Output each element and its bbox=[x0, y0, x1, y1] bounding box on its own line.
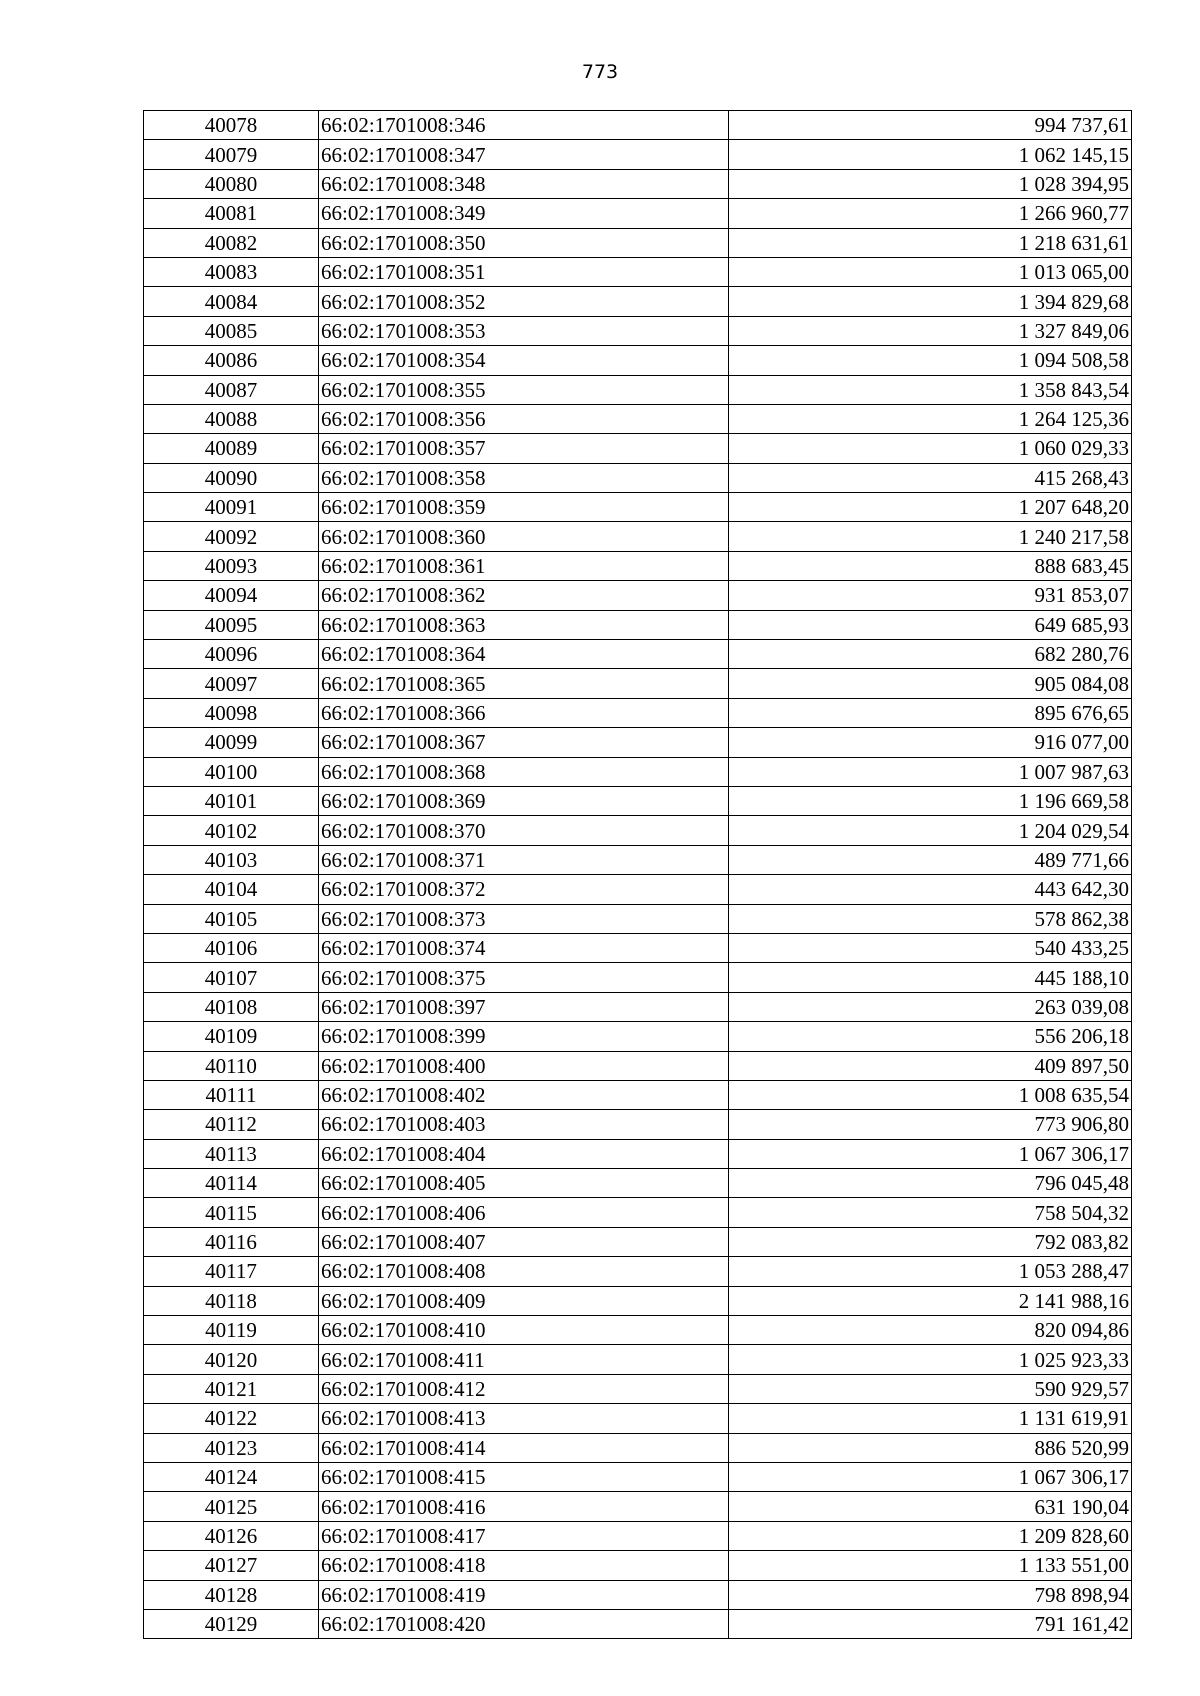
cadastral-number-cell: 66:02:1701008:403 bbox=[319, 1110, 729, 1139]
table-row bbox=[144, 287, 1132, 316]
table-row bbox=[144, 140, 1132, 169]
table-row bbox=[144, 1139, 1132, 1168]
cadastral-value-cell: 649 685,93 bbox=[729, 610, 1132, 639]
cadastral-value-cell: 1 264 125,36 bbox=[729, 404, 1132, 433]
table-row bbox=[144, 1286, 1132, 1315]
cadastral-value-table bbox=[143, 110, 1132, 1639]
cadastral-number-cell: 66:02:1701008:375 bbox=[319, 963, 729, 992]
table-row bbox=[144, 757, 1132, 786]
table-row bbox=[144, 1198, 1132, 1227]
row-number-cell: 40092 bbox=[144, 522, 319, 551]
cadastral-number-cell: 66:02:1701008:356 bbox=[319, 404, 729, 433]
row-number-cell: 40118 bbox=[144, 1286, 319, 1315]
cadastral-number-cell: 66:02:1701008:354 bbox=[319, 346, 729, 375]
table-row bbox=[144, 1609, 1132, 1638]
table-row bbox=[144, 1580, 1132, 1609]
table-row bbox=[144, 463, 1132, 492]
table-row bbox=[144, 875, 1132, 904]
row-number-cell: 40101 bbox=[144, 786, 319, 815]
row-number-cell: 40106 bbox=[144, 933, 319, 962]
cadastral-number-cell: 66:02:1701008:369 bbox=[319, 786, 729, 815]
table-row bbox=[144, 1110, 1132, 1139]
row-number-cell: 40112 bbox=[144, 1110, 319, 1139]
row-number-cell: 40128 bbox=[144, 1580, 319, 1609]
cadastral-value-cell: 916 077,00 bbox=[729, 728, 1132, 757]
cadastral-number-cell: 66:02:1701008:412 bbox=[319, 1374, 729, 1403]
cadastral-value-cell: 1 240 217,58 bbox=[729, 522, 1132, 551]
cadastral-value-cell: 792 083,82 bbox=[729, 1227, 1132, 1256]
cadastral-number-cell: 66:02:1701008:417 bbox=[319, 1521, 729, 1550]
table-row bbox=[144, 698, 1132, 727]
row-number-cell: 40102 bbox=[144, 816, 319, 845]
cadastral-number-cell: 66:02:1701008:399 bbox=[319, 1022, 729, 1051]
row-number-cell: 40093 bbox=[144, 551, 319, 580]
row-number-cell: 40082 bbox=[144, 228, 319, 257]
cadastral-value-cell: 886 520,99 bbox=[729, 1433, 1132, 1462]
cadastral-number-cell: 66:02:1701008:363 bbox=[319, 610, 729, 639]
row-number-cell: 40079 bbox=[144, 140, 319, 169]
row-number-cell: 40109 bbox=[144, 1022, 319, 1051]
cadastral-value-cell: 1 196 669,58 bbox=[729, 786, 1132, 815]
cadastral-number-cell: 66:02:1701008:350 bbox=[319, 228, 729, 257]
cadastral-value-cell: 415 268,43 bbox=[729, 463, 1132, 492]
table-row bbox=[144, 1345, 1132, 1374]
cadastral-value-cell: 773 906,80 bbox=[729, 1110, 1132, 1139]
table-row bbox=[144, 963, 1132, 992]
cadastral-value-cell: 1 394 829,68 bbox=[729, 287, 1132, 316]
cadastral-value-cell: 1 008 635,54 bbox=[729, 1080, 1132, 1109]
cadastral-value-cell: 1 067 306,17 bbox=[729, 1462, 1132, 1491]
cadastral-number-cell: 66:02:1701008:373 bbox=[319, 904, 729, 933]
table-row bbox=[144, 669, 1132, 698]
row-number-cell: 40085 bbox=[144, 316, 319, 345]
cadastral-number-cell: 66:02:1701008:367 bbox=[319, 728, 729, 757]
cadastral-value-cell: 1 094 508,58 bbox=[729, 346, 1132, 375]
cadastral-value-cell: 1 131 619,91 bbox=[729, 1404, 1132, 1433]
row-number-cell: 40125 bbox=[144, 1492, 319, 1521]
cadastral-value-cell: 1 028 394,95 bbox=[729, 169, 1132, 198]
cadastral-number-cell: 66:02:1701008:357 bbox=[319, 434, 729, 463]
row-number-cell: 40100 bbox=[144, 757, 319, 786]
cadastral-number-cell: 66:02:1701008:355 bbox=[319, 375, 729, 404]
cadastral-number-cell: 66:02:1701008:397 bbox=[319, 992, 729, 1021]
cadastral-number-cell: 66:02:1701008:402 bbox=[319, 1080, 729, 1109]
cadastral-value-cell: 443 642,30 bbox=[729, 875, 1132, 904]
table-row bbox=[144, 316, 1132, 345]
cadastral-number-cell: 66:02:1701008:348 bbox=[319, 169, 729, 198]
cadastral-number-cell: 66:02:1701008:361 bbox=[319, 551, 729, 580]
cadastral-number-cell: 66:02:1701008:359 bbox=[319, 493, 729, 522]
cadastral-number-cell: 66:02:1701008:360 bbox=[319, 522, 729, 551]
table-row bbox=[144, 404, 1132, 433]
row-number-cell: 40105 bbox=[144, 904, 319, 933]
table-row bbox=[144, 1433, 1132, 1462]
cadastral-number-cell: 66:02:1701008:420 bbox=[319, 1609, 729, 1638]
cadastral-value-cell: 1 266 960,77 bbox=[729, 199, 1132, 228]
cadastral-value-cell: 1 327 849,06 bbox=[729, 316, 1132, 345]
table-row bbox=[144, 816, 1132, 845]
cadastral-number-cell: 66:02:1701008:419 bbox=[319, 1580, 729, 1609]
table-row bbox=[144, 1080, 1132, 1109]
table-row bbox=[144, 199, 1132, 228]
cadastral-number-cell: 66:02:1701008:404 bbox=[319, 1139, 729, 1168]
table-body bbox=[144, 111, 1132, 1639]
table-row bbox=[144, 551, 1132, 580]
cadastral-value-cell: 631 190,04 bbox=[729, 1492, 1132, 1521]
cadastral-value-cell: 820 094,86 bbox=[729, 1316, 1132, 1345]
cadastral-value-cell: 798 898,94 bbox=[729, 1580, 1132, 1609]
table-row bbox=[144, 610, 1132, 639]
cadastral-number-cell: 66:02:1701008:370 bbox=[319, 816, 729, 845]
page-number: 773 bbox=[581, 61, 619, 83]
cadastral-number-cell: 66:02:1701008:352 bbox=[319, 287, 729, 316]
cadastral-number-cell: 66:02:1701008:365 bbox=[319, 669, 729, 698]
table-row bbox=[144, 1521, 1132, 1550]
row-number-cell: 40081 bbox=[144, 199, 319, 228]
cadastral-number-cell: 66:02:1701008:408 bbox=[319, 1257, 729, 1286]
cadastral-value-cell: 796 045,48 bbox=[729, 1169, 1132, 1198]
table-row bbox=[144, 581, 1132, 610]
row-number-cell: 40078 bbox=[144, 111, 319, 140]
cadastral-value-cell: 556 206,18 bbox=[729, 1022, 1132, 1051]
cadastral-value-cell: 1 062 145,15 bbox=[729, 140, 1132, 169]
row-number-cell: 40096 bbox=[144, 640, 319, 669]
cadastral-value-cell: 445 188,10 bbox=[729, 963, 1132, 992]
row-number-cell: 40083 bbox=[144, 257, 319, 286]
cadastral-value-cell: 888 683,45 bbox=[729, 551, 1132, 580]
cadastral-value-cell: 905 084,08 bbox=[729, 669, 1132, 698]
cadastral-value-cell: 540 433,25 bbox=[729, 933, 1132, 962]
table-row bbox=[144, 845, 1132, 874]
row-number-cell: 40126 bbox=[144, 1521, 319, 1550]
row-number-cell: 40087 bbox=[144, 375, 319, 404]
cadastral-number-cell: 66:02:1701008:410 bbox=[319, 1316, 729, 1345]
table-row bbox=[144, 640, 1132, 669]
cadastral-value-cell: 489 771,66 bbox=[729, 845, 1132, 874]
table-row bbox=[144, 522, 1132, 551]
row-number-cell: 40116 bbox=[144, 1227, 319, 1256]
table-row bbox=[144, 992, 1132, 1021]
table-row bbox=[144, 1404, 1132, 1433]
cadastral-value-cell: 682 280,76 bbox=[729, 640, 1132, 669]
cadastral-value-cell: 1 013 065,00 bbox=[729, 257, 1132, 286]
row-number-cell: 40127 bbox=[144, 1551, 319, 1580]
cadastral-number-cell: 66:02:1701008:347 bbox=[319, 140, 729, 169]
row-number-cell: 40113 bbox=[144, 1139, 319, 1168]
table-row bbox=[144, 169, 1132, 198]
cadastral-number-cell: 66:02:1701008:414 bbox=[319, 1433, 729, 1462]
table-row bbox=[144, 1169, 1132, 1198]
row-number-cell: 40117 bbox=[144, 1257, 319, 1286]
table-row bbox=[144, 257, 1132, 286]
cadastral-value-cell: 895 676,65 bbox=[729, 698, 1132, 727]
row-number-cell: 40099 bbox=[144, 728, 319, 757]
row-number-cell: 40119 bbox=[144, 1316, 319, 1345]
cadastral-number-cell: 66:02:1701008:371 bbox=[319, 845, 729, 874]
cadastral-number-cell: 66:02:1701008:407 bbox=[319, 1227, 729, 1256]
cadastral-value-cell: 1 204 029,54 bbox=[729, 816, 1132, 845]
cadastral-value-cell: 1 007 987,63 bbox=[729, 757, 1132, 786]
row-number-cell: 40121 bbox=[144, 1374, 319, 1403]
table-row bbox=[144, 1227, 1132, 1256]
cadastral-value-cell: 263 039,08 bbox=[729, 992, 1132, 1021]
row-number-cell: 40097 bbox=[144, 669, 319, 698]
cadastral-number-cell: 66:02:1701008:372 bbox=[319, 875, 729, 904]
row-number-cell: 40108 bbox=[144, 992, 319, 1021]
cadastral-value-cell: 1 133 551,00 bbox=[729, 1551, 1132, 1580]
table-row bbox=[144, 728, 1132, 757]
row-number-cell: 40115 bbox=[144, 1198, 319, 1227]
cadastral-value-cell: 578 862,38 bbox=[729, 904, 1132, 933]
row-number-cell: 40114 bbox=[144, 1169, 319, 1198]
table-row bbox=[144, 1374, 1132, 1403]
cadastral-value-cell: 2 141 988,16 bbox=[729, 1286, 1132, 1315]
cadastral-number-cell: 66:02:1701008:406 bbox=[319, 1198, 729, 1227]
cadastral-number-cell: 66:02:1701008:374 bbox=[319, 933, 729, 962]
table-row bbox=[144, 228, 1132, 257]
table-row bbox=[144, 1462, 1132, 1491]
cadastral-number-cell: 66:02:1701008:413 bbox=[319, 1404, 729, 1433]
cadastral-number-cell: 66:02:1701008:405 bbox=[319, 1169, 729, 1198]
table-row bbox=[144, 1257, 1132, 1286]
table-row bbox=[144, 375, 1132, 404]
cadastral-value-cell: 1 025 923,33 bbox=[729, 1345, 1132, 1374]
table-row bbox=[144, 1051, 1132, 1080]
cadastral-value-cell: 1 218 631,61 bbox=[729, 228, 1132, 257]
row-number-cell: 40123 bbox=[144, 1433, 319, 1462]
row-number-cell: 40080 bbox=[144, 169, 319, 198]
cadastral-number-cell: 66:02:1701008:418 bbox=[319, 1551, 729, 1580]
row-number-cell: 40124 bbox=[144, 1462, 319, 1491]
cadastral-value-cell: 994 737,61 bbox=[729, 111, 1132, 140]
row-number-cell: 40120 bbox=[144, 1345, 319, 1374]
cadastral-number-cell: 66:02:1701008:358 bbox=[319, 463, 729, 492]
row-number-cell: 40104 bbox=[144, 875, 319, 904]
cadastral-number-cell: 66:02:1701008:346 bbox=[319, 111, 729, 140]
cadastral-number-cell: 66:02:1701008:351 bbox=[319, 257, 729, 286]
row-number-cell: 40098 bbox=[144, 698, 319, 727]
table-row bbox=[144, 346, 1132, 375]
row-number-cell: 40111 bbox=[144, 1080, 319, 1109]
table-row bbox=[144, 1492, 1132, 1521]
cadastral-number-cell: 66:02:1701008:368 bbox=[319, 757, 729, 786]
row-number-cell: 40129 bbox=[144, 1609, 319, 1638]
row-number-cell: 40090 bbox=[144, 463, 319, 492]
table-row bbox=[144, 1551, 1132, 1580]
cadastral-value-cell: 1 358 843,54 bbox=[729, 375, 1132, 404]
cadastral-number-cell: 66:02:1701008:366 bbox=[319, 698, 729, 727]
cadastral-value-cell: 1 053 288,47 bbox=[729, 1257, 1132, 1286]
cadastral-number-cell: 66:02:1701008:409 bbox=[319, 1286, 729, 1315]
row-number-cell: 40103 bbox=[144, 845, 319, 874]
cadastral-value-cell: 409 897,50 bbox=[729, 1051, 1132, 1080]
row-number-cell: 40091 bbox=[144, 493, 319, 522]
row-number-cell: 40084 bbox=[144, 287, 319, 316]
cadastral-value-cell: 1 067 306,17 bbox=[729, 1139, 1132, 1168]
table-row bbox=[144, 786, 1132, 815]
cadastral-number-cell: 66:02:1701008:415 bbox=[319, 1462, 729, 1491]
row-number-cell: 40089 bbox=[144, 434, 319, 463]
cadastral-value-cell: 758 504,32 bbox=[729, 1198, 1132, 1227]
row-number-cell: 40122 bbox=[144, 1404, 319, 1433]
table-row bbox=[144, 904, 1132, 933]
cadastral-number-cell: 66:02:1701008:349 bbox=[319, 199, 729, 228]
table-row bbox=[144, 933, 1132, 962]
cadastral-number-cell: 66:02:1701008:353 bbox=[319, 316, 729, 345]
cadastral-number-cell: 66:02:1701008:364 bbox=[319, 640, 729, 669]
table-row bbox=[144, 493, 1132, 522]
table-row bbox=[144, 111, 1132, 140]
table-row bbox=[144, 1316, 1132, 1345]
table-row bbox=[144, 434, 1132, 463]
cadastral-value-cell: 590 929,57 bbox=[729, 1374, 1132, 1403]
table-row bbox=[144, 1022, 1132, 1051]
row-number-cell: 40094 bbox=[144, 581, 319, 610]
cadastral-number-cell: 66:02:1701008:362 bbox=[319, 581, 729, 610]
cadastral-value-cell: 1 207 648,20 bbox=[729, 493, 1132, 522]
cadastral-number-cell: 66:02:1701008:416 bbox=[319, 1492, 729, 1521]
row-number-cell: 40088 bbox=[144, 404, 319, 433]
row-number-cell: 40107 bbox=[144, 963, 319, 992]
cadastral-value-cell: 791 161,42 bbox=[729, 1609, 1132, 1638]
row-number-cell: 40095 bbox=[144, 610, 319, 639]
row-number-cell: 40110 bbox=[144, 1051, 319, 1080]
cadastral-value-cell: 931 853,07 bbox=[729, 581, 1132, 610]
cadastral-number-cell: 66:02:1701008:411 bbox=[319, 1345, 729, 1374]
cadastral-value-cell: 1 060 029,33 bbox=[729, 434, 1132, 463]
cadastral-number-cell: 66:02:1701008:400 bbox=[319, 1051, 729, 1080]
row-number-cell: 40086 bbox=[144, 346, 319, 375]
cadastral-value-cell: 1 209 828,60 bbox=[729, 1521, 1132, 1550]
